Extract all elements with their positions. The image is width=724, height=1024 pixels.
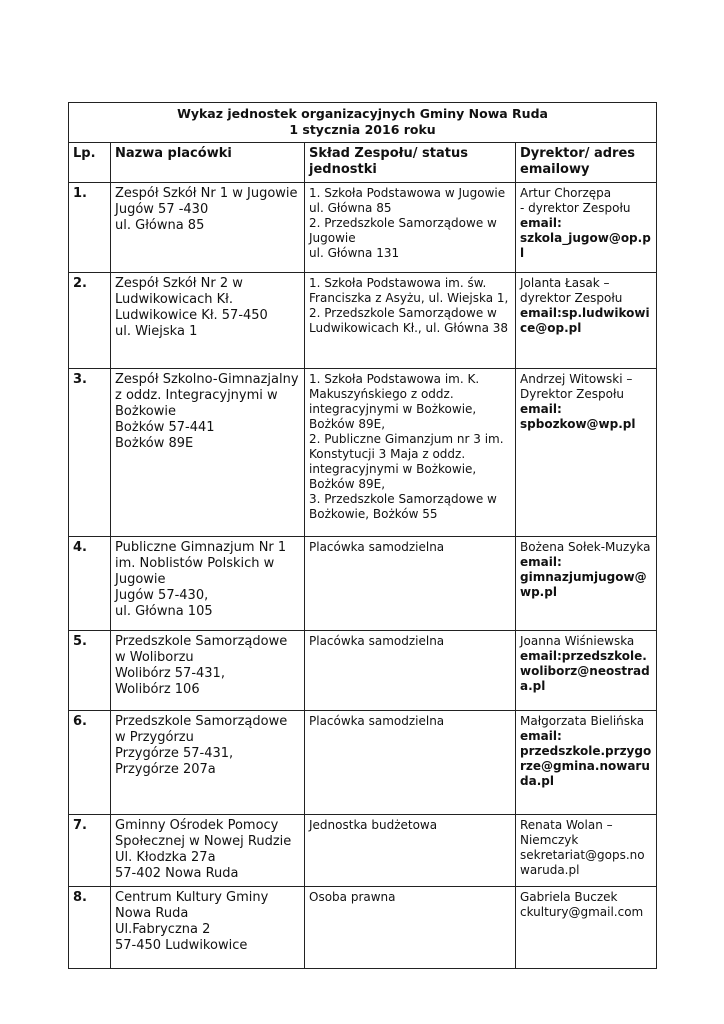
row-number: 7. [69,815,111,887]
director-cell [516,887,657,969]
director-name: Jolanta Łasak – dyrektor Zespołu [520,276,623,305]
unit-name-line: ul. Główna 105 [115,604,213,619]
unit-name-cell [111,815,305,887]
unit-name-line: Gminny Ośrodek Pomocy Społecznej w Nowej Rudzie [115,818,292,849]
composition-cell [305,815,516,887]
units-table [68,102,657,969]
unit-name-line: ul. Główna 85 [115,218,205,233]
director-email: email: szkola_jugow@op.pl [520,216,651,260]
director-name: Andrzej Witowski – Dyrektor Zespołu [520,372,637,401]
table-row [69,273,657,369]
unit-name-line: Przygórze 57-431, [115,746,234,761]
table-row [69,369,657,537]
unit-name-line: Przedszkole Samorządowe w Woliborzu [115,634,292,665]
composition-line: 2. Przedszkole Samorządowe w Jugowie [309,216,501,245]
unit-name-line: Centrum Kultury Gminy Nowa Ruda [115,890,273,921]
composition-cell [305,369,516,537]
unit-name-line: 57-402 Nowa Ruda [115,866,239,881]
table-row [69,711,657,815]
unit-name-cell [111,183,305,273]
director-email: email: gimnazjumjugow@wp.pl [520,555,647,599]
unit-name-line: Zespół Szkół Nr 2 w Ludwikowicach Kł. [115,276,248,307]
unit-name-line: Bożków 57-441 [115,420,215,435]
director-cell [516,273,657,369]
table-row [69,183,657,273]
director-name: Gabriela Buczek [520,890,618,904]
unit-name-line: Ludwikowice Kł. 57-450 [115,308,268,323]
composition-line: Osoba prawna [309,890,396,904]
composition-cell [305,537,516,631]
unit-name-cell [111,537,305,631]
composition-cell [305,273,516,369]
unit-name-line: Publiczne Gimnazjum Nr 1 im. Noblistów Polskich w Jugowie [115,540,291,587]
title-line-2: 1 stycznia 2016 roku [289,122,436,137]
unit-name-cell [111,887,305,969]
row-number: 4. [69,537,111,631]
header-dyrektor: Dyrektor/ adres emailowy [516,143,657,183]
header-sklad: Skład Zespołu/ status jednostki [305,143,516,183]
unit-name-line: 57-450 Ludwikowice [115,938,248,953]
director-email-plain: sekretariat@gops.nowaruda.pl [520,848,645,877]
unit-name-line: Jugów 57 -430 [115,202,209,217]
header-lp: Lp. [69,143,111,183]
unit-name-line: Przedszkole Samorządowe w Przygórzu [115,714,292,745]
composition-line: 1. Szkoła Podstawowa im. św. Franciszka z Asyżu, ul. Wiejska 1, [309,276,509,305]
director-cell [516,631,657,711]
composition-cell [305,887,516,969]
header-row [69,143,657,183]
unit-name-line: Jugów 57-430, [115,588,209,603]
row-number: 3. [69,369,111,537]
director-email-plain: ckultury@gmail.com [520,905,644,919]
director-email: email: spbozkow@wp.pl [520,402,636,431]
row-number: 5. [69,631,111,711]
unit-name-line: Bożków 89E [115,436,194,451]
composition-line: Placówka samodzielna [309,540,445,554]
unit-name-cell [111,369,305,537]
composition-line: 3. Przedszkole Samorządowe w Bożkowie, Bożków 55 [309,492,501,521]
unit-name-cell [111,711,305,815]
director-name: - dyrektor Zespołu [520,201,631,215]
composition-cell [305,711,516,815]
composition-line: 2. Przedszkole Samorządowe w Ludwikowicach Kł., ul. Główna 38 [309,306,509,335]
unit-name-line: Przygórze 207a [115,762,216,777]
table-row [69,537,657,631]
row-number: 2. [69,273,111,369]
composition-line: Placówka samodzielna [309,634,445,648]
unit-name-line: Ul. Kłodzka 27a [115,850,216,865]
composition-line: ul. Główna 85 [309,201,392,215]
table-row [69,815,657,887]
composition-cell [305,183,516,273]
director-cell [516,537,657,631]
composition-line: 1. Szkoła Podstawowa im. K. Makuszyńskiego z oddz. integracyjnymi w Bożkowie, Bożków 89E, [309,372,484,431]
director-email: email:przedszkole.woliborz@neostrada.pl [520,649,650,693]
director-name: Bożena Sołek-Muzyka [520,540,651,554]
unit-name-line: Wolibórz 57-431, [115,666,225,681]
row-number: 6. [69,711,111,815]
row-number: 8. [69,887,111,969]
table-title [69,103,657,143]
director-name: Renata Wolan – Niemczyk [520,818,617,847]
composition-line: ul. Główna 131 [309,246,400,260]
unit-name-cell [111,273,305,369]
unit-name-line: Wolibórz 106 [115,682,200,697]
table-row [69,887,657,969]
composition-line: Placówka samodzielna [309,714,445,728]
composition-cell [305,631,516,711]
director-cell [516,183,657,273]
unit-name-line: Zespół Szkolno-Gimnazjalny z oddz. Integracyjnymi w Bożkowie [115,372,303,419]
unit-name-line: Zespół Szkół Nr 1 w Jugowie [115,186,298,201]
row-number: 1. [69,183,111,273]
composition-line: 2. Publiczne Gimanzjum nr 3 im. Konstytucji 3 Maja z oddz. integracyjnymi w Bożkowie, Bożków 89E, [309,432,508,491]
director-email: email: przedszkole.przygorze@gmina.nowaruda.pl [520,729,652,788]
director-name: Artur Chorzępa [520,186,612,200]
title-row [69,103,657,143]
table-row [69,631,657,711]
unit-name-cell [111,631,305,711]
unit-name-line: ul. Wiejska 1 [115,324,198,339]
director-name: Joanna Wiśniewska [520,634,635,648]
director-cell [516,369,657,537]
director-name: Małgorzata Bielińska [520,714,645,728]
director-cell [516,815,657,887]
unit-name-line: Ul.Fabryczna 2 [115,922,211,937]
title-line-1: Wykaz jednostek organizacyjnych Gminy Nowa Ruda [177,106,548,121]
director-email: email:sp.ludwikowice@op.pl [520,306,650,335]
composition-line: 1. Szkoła Podstawowa w Jugowie [309,186,506,200]
composition-line: Jednostka budżetowa [309,818,438,832]
header-name: Nazwa placówki [111,143,305,183]
director-cell [516,711,657,815]
